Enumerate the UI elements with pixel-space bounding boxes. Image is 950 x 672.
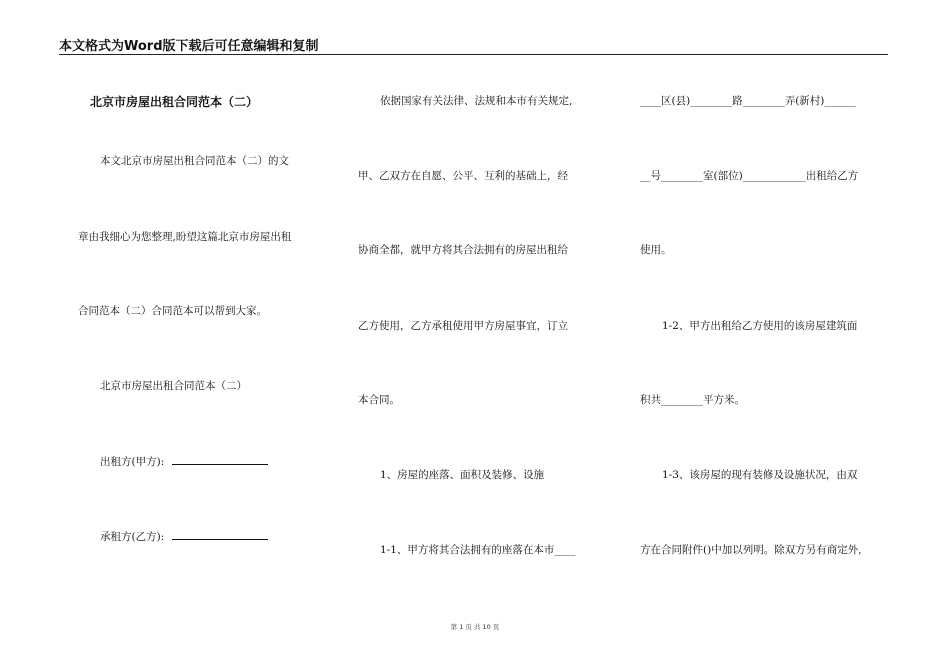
header-divider — [59, 54, 888, 55]
contract-subtitle: 北京市房屋出租合同范本（二） — [100, 380, 247, 392]
col2-line-4: 乙方使用，乙方承租使用甲方房屋事宜，订立 — [358, 320, 568, 332]
col2-line-1: 依据国家有关法律、法规和本市有关规定, — [380, 95, 573, 107]
lessor-label: 出租方(甲方): — [100, 456, 165, 468]
col3-line-1: ____区(县)________路________弄(新村)______ — [640, 95, 856, 107]
col3-line-5: 积共________平方米。 — [640, 394, 745, 406]
col3-line-7: 方在合同附件()中加以列明。除双方另有商定外, — [640, 544, 862, 556]
lessor-blank — [172, 455, 268, 465]
intro-line-2: 章由我细心为您整理,盼望这篇北京市房屋出租 — [78, 231, 292, 243]
lessee-field — [100, 529, 268, 544]
page-number: 第 1 页 共 10 页 — [450, 623, 500, 631]
col3-line-6: 1-3、该房屋的现有装修及设施状况，由双 — [662, 469, 858, 481]
intro-line-3: 合同范本（二）合同范本可以帮到大家。 — [78, 305, 267, 317]
col2-line-2: 甲、乙双方在自愿、公平、互利的基础上，经 — [358, 170, 568, 182]
col3-line-3: 使用。 — [640, 244, 672, 256]
col2-line-7: 1-1、甲方将其合法拥有的座落在本市____ — [380, 544, 576, 556]
section-1-heading: 1、房屋的座落、面积及装修、设施 — [380, 469, 545, 481]
document-title: 北京市房屋出租合同范本（二） — [90, 95, 259, 109]
col3-line-4: 1-2、甲方出租给乙方使用的该房屋建筑面 — [662, 320, 858, 332]
lessee-blank — [172, 530, 268, 540]
intro-line-1: 本文北京市房屋出租合同范本（二）的文 — [100, 155, 289, 167]
col3-line-2: __号________室(部位)____________出租给乙方 — [640, 170, 859, 182]
lessee-label: 承租方(乙方): — [100, 531, 165, 543]
lessor-field — [100, 454, 268, 469]
header-banner: 本文格式为Word版下载后可任意编辑和复制 — [59, 39, 319, 54]
col2-line-5: 本合同。 — [358, 394, 400, 406]
col2-line-3: 协商全都，就甲方将其合法拥有的房屋出租给 — [358, 244, 568, 256]
